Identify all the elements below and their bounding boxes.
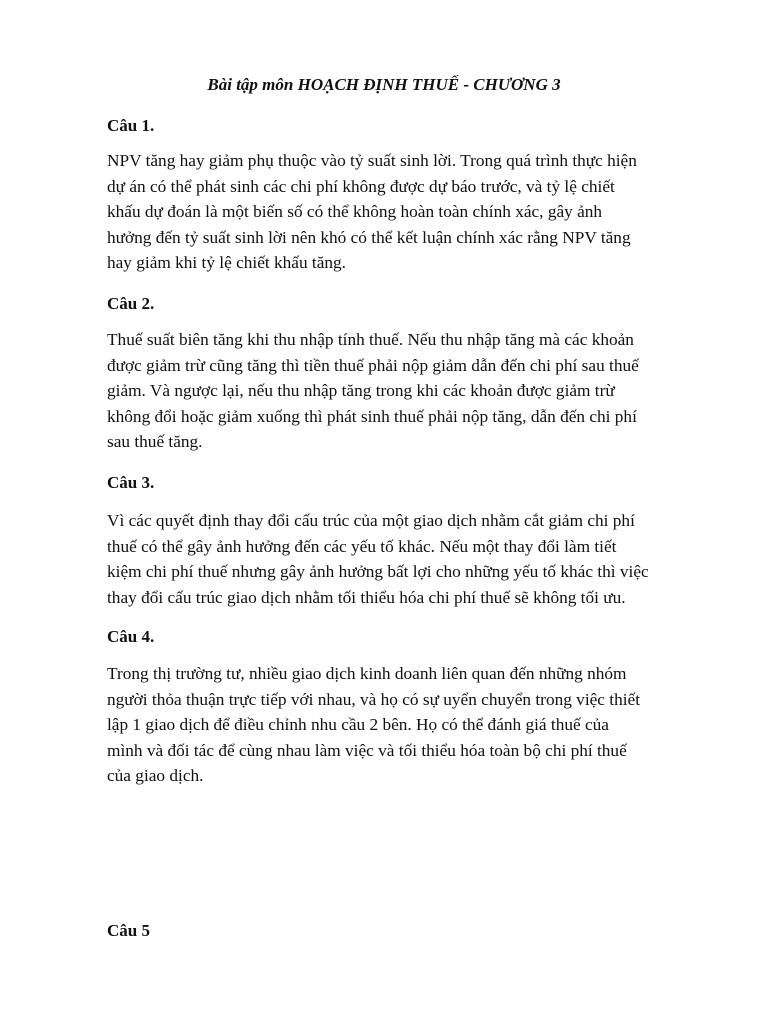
- document-title: Bài tập môn HOẠCH ĐỊNH THUẾ - CHƯƠNG 3: [207, 75, 561, 94]
- answer-line: mình và đối tác để cùng nhau làm việc và tối thiểu hóa toàn bộ chi phí thuế: [107, 740, 627, 760]
- answer-line: hưởng đến tỷ suất sinh lời nên khó có thể kết luận chính xác rằng NPV tăng: [107, 227, 631, 247]
- answer-line: Vì các quyết định thay đổi cấu trúc của một giao dịch nhằm cắt giảm chi phí: [107, 511, 635, 530]
- answer-line: khấu dự đoán là một biến số có thể không hoàn toàn chính xác, gây ảnh: [107, 202, 603, 222]
- answer-line: hay giảm khi tỷ lệ chiết khấu tăng.: [107, 253, 346, 273]
- answer-line: lập 1 giao dịch để điều chỉnh nhu cầu 2 bên. Họ có thể đánh giá thuế của: [107, 715, 609, 735]
- answer-line: của giao dịch.: [107, 766, 204, 786]
- answer-line: không đổi hoặc giảm xuống thì phát sinh thuế phải nộp tăng, dẫn đến chi phí: [107, 406, 637, 426]
- answer-line: người thỏa thuận trực tiếp với nhau, và họ có sự uyển chuyển trong việc thiết: [107, 689, 641, 709]
- question-1-heading: Câu 1.: [107, 116, 155, 135]
- answer-line: NPV tăng hay giảm phụ thuộc vào tỷ suất sinh lời. Trong quá trình thực hiện: [107, 151, 637, 170]
- question-4-answer: [107, 661, 699, 789]
- answer-line: Thuế suất biên tăng khi thu nhập tính thuế. Nếu thu nhập tăng mà các khoản: [107, 330, 634, 349]
- question-3-answer: [107, 508, 699, 610]
- question-5-heading: Câu 5: [107, 921, 150, 940]
- question-2-heading: Câu 2.: [107, 294, 155, 313]
- question-4-heading: Câu 4.: [107, 627, 155, 646]
- question-3-heading: Câu 3.: [107, 473, 155, 492]
- question-1-answer: [107, 148, 699, 276]
- answer-line: Trong thị trường tư, nhiều giao dịch kinh doanh liên quan đến những nhóm: [107, 664, 627, 683]
- question-2-answer: [107, 327, 699, 455]
- answer-line: dự án có thể phát sinh các chi phí không được dự báo trước, và tỷ lệ chiết: [107, 176, 615, 196]
- answer-line: kiệm chi phí thuế nhưng gây ảnh hưởng bất lợi cho những yếu tố khác thì việc: [107, 562, 649, 582]
- answer-line: thay đổi cấu trúc giao dịch nhằm tối thiểu hóa chi phí thuế sẽ không tối ưu.: [107, 587, 626, 607]
- answer-line: được giảm trừ cũng tăng thì tiền thuế phải nộp giảm dẫn đến chi phí sau thuế: [107, 355, 639, 375]
- answer-line: thuế có thể gây ảnh hưởng đến các yếu tố khác. Nếu một thay đổi làm tiết: [107, 536, 617, 556]
- answer-line: giảm. Và ngược lại, nếu thu nhập tăng trong khi các khoản được giảm trừ: [107, 381, 615, 401]
- answer-line: sau thuế tăng.: [107, 432, 203, 452]
